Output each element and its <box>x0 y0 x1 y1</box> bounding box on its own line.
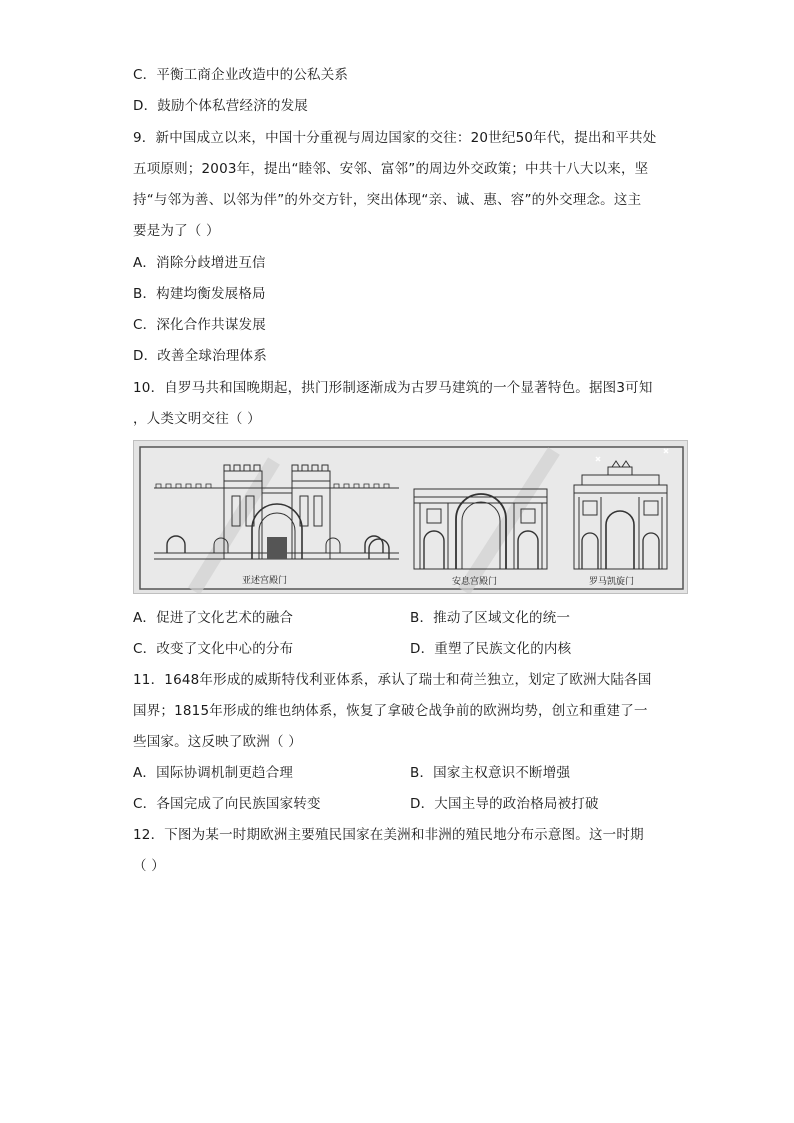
q10-option-d[interactable]: D．重塑了民族文化的内核 <box>410 641 572 657</box>
q8-option-c[interactable]: C．平衡工商企业改造中的公私关系 <box>133 67 349 83</box>
q8-option-d[interactable]: D．鼓励个体私营经济的发展 <box>133 98 308 114</box>
q9-option-b[interactable]: B．构建均衡发展格局 <box>133 286 266 302</box>
q10-stem-line1: 10．自罗马共和国晚期起，拱门形制逐渐成为古罗马建筑的一个显著特色。据图3可知 <box>133 380 653 396</box>
q11-option-a[interactable]: A．国际协调机制更趋合理 <box>133 765 294 781</box>
caption-roman-arch: 罗马凯旋门 <box>589 577 635 587</box>
q11-stem-line2: 国界；1815年形成的维也纳体系，恢复了拿破仑战争前的欧洲均势，创立和重建了一 <box>133 703 648 719</box>
q10-stem-line2: ，人类文明交往（ ） <box>133 411 261 427</box>
q10-option-a[interactable]: A．促进了文化艺术的融合 <box>133 610 294 626</box>
q12-stem-line1: 12．下图为某一时期欧洲主要殖民国家在美洲和非洲的殖民地分布示意图。这一时期 <box>133 827 644 843</box>
q9-option-c[interactable]: C．深化合作共谋发展 <box>133 317 266 333</box>
q11-option-b[interactable]: B．国家主权意识不断增强 <box>410 765 571 781</box>
q11-option-d[interactable]: D．大国主导的政治格局被打破 <box>410 796 599 812</box>
q11-option-c[interactable]: C．各国完成了向民族国家转变 <box>133 796 321 812</box>
caption-assyrian-gate: 亚述宫殿门 <box>242 576 288 586</box>
arch-figure <box>133 440 688 594</box>
q11-stem-line1: 11．1648年形成的威斯特伐利亚体系，承认了瑞士和荷兰独立，划定了欧洲大陆各国 <box>133 672 652 688</box>
q9-stem-line1: 9．新中国成立以来，中国十分重视与周边国家的交往：20世纪50年代，提出和平共处 <box>133 130 657 146</box>
caption-parthian-gate: 安息宫殿门 <box>452 577 498 587</box>
q9-option-d[interactable]: D．改善全球治理体系 <box>133 348 267 364</box>
arch-drawings <box>134 441 688 594</box>
q10-option-c[interactable]: C．改变了文化中心的分布 <box>133 641 294 657</box>
q11-stem-line3: 些国家。这反映了欧洲（ ） <box>133 734 302 750</box>
q9-stem-line2: 五项原则；2003年，提出“睦邻、安邻、富邻”的周边外交政策；中共十八大以来，坚 <box>133 161 649 177</box>
q9-stem-line4: 要是为了（ ） <box>133 223 220 239</box>
q12-stem-line2: （ ） <box>133 858 165 874</box>
q9-stem-line3: 持“与邻为善、以邻为伴”的外交方针，突出体现“亲、诚、惠、容”的外交理念。这主 <box>133 192 642 208</box>
q10-option-b[interactable]: B．推动了区域文化的统一 <box>410 610 571 626</box>
q9-option-a[interactable]: A．消除分歧增进互信 <box>133 255 266 271</box>
